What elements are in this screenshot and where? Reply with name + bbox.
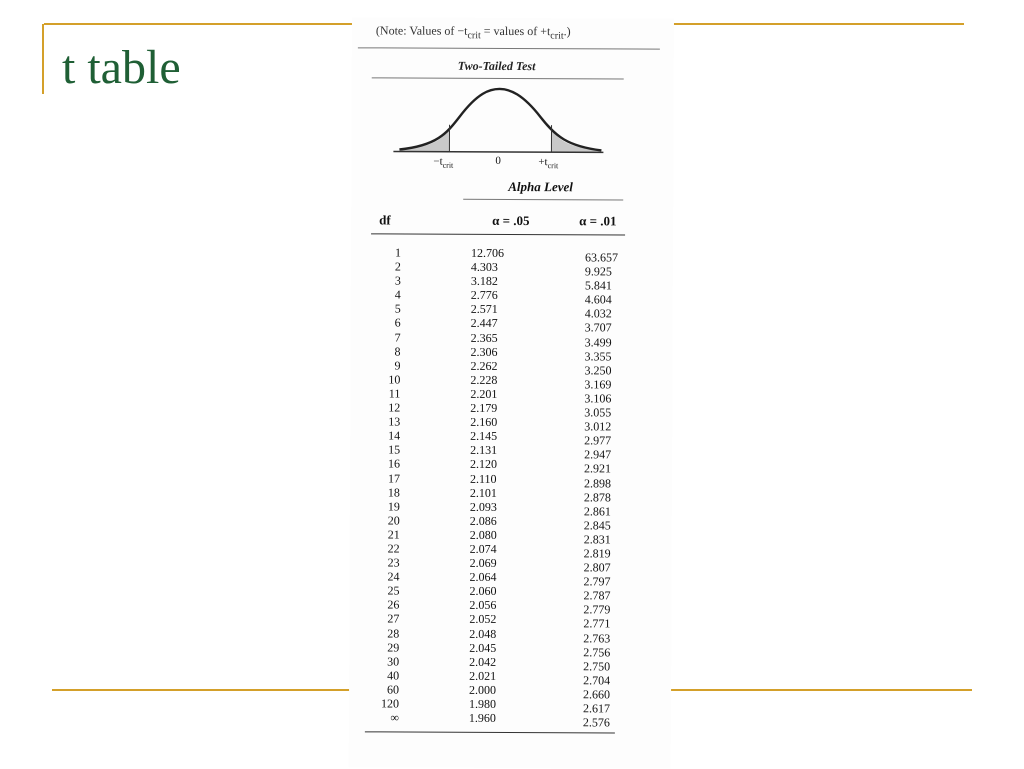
df-cell: 8 bbox=[395, 344, 401, 358]
alpha-05-cell: 2.120 bbox=[470, 457, 497, 471]
df-cell: 12 bbox=[388, 400, 400, 414]
alpha-01-cell: 2.704 bbox=[583, 673, 610, 687]
alpha-01-cell: 3.707 bbox=[585, 321, 612, 335]
alpha-01-cell: 2.763 bbox=[583, 631, 610, 645]
alpha-05-cell: 2.179 bbox=[470, 401, 497, 415]
alpha-01-cell: 3.355 bbox=[584, 349, 611, 363]
alpha-05-cell: 2.110 bbox=[470, 471, 497, 485]
alpha-01-cell: 2.898 bbox=[584, 476, 611, 490]
alpha-01-cell: 2.779 bbox=[583, 603, 610, 617]
alpha-01-cell: 63.657 bbox=[585, 250, 618, 264]
table-row bbox=[368, 471, 626, 486]
alpha-01-cell: 2.576 bbox=[583, 715, 610, 729]
df-cell: 21 bbox=[388, 527, 400, 541]
slide-title: t table bbox=[62, 44, 181, 92]
alpha-05-cell: 4.303 bbox=[471, 260, 498, 274]
table-row bbox=[369, 288, 627, 303]
table-row bbox=[368, 541, 626, 556]
df-cell: 30 bbox=[387, 654, 399, 668]
table-row bbox=[367, 626, 625, 641]
alpha-05-cell: 2.048 bbox=[469, 626, 496, 640]
note-text-end: .) bbox=[564, 24, 571, 38]
table-row bbox=[367, 640, 625, 655]
df-cell: 26 bbox=[387, 598, 399, 612]
zero-label: 0 bbox=[495, 155, 501, 167]
t-values-table-body bbox=[367, 245, 627, 725]
table-row bbox=[367, 696, 625, 711]
alpha-01-cell: 4.604 bbox=[585, 293, 612, 307]
alpha-05-cell: 2.064 bbox=[470, 570, 497, 584]
table-row bbox=[369, 259, 627, 274]
df-cell: 23 bbox=[388, 556, 400, 570]
note-rule bbox=[358, 47, 660, 49]
alpha-01-cell: 3.250 bbox=[584, 363, 611, 377]
alpha-01-cell: 3.055 bbox=[584, 405, 611, 419]
note-sub-1: crit bbox=[467, 30, 480, 41]
table-row bbox=[369, 302, 627, 317]
alpha-01-cell: 2.617 bbox=[583, 701, 610, 715]
baseline bbox=[393, 151, 603, 152]
df-cell: 18 bbox=[388, 485, 400, 499]
table-row bbox=[368, 386, 626, 401]
alpha-01-cell: 2.771 bbox=[583, 617, 610, 631]
alpha-01-cell: 5.841 bbox=[585, 279, 612, 293]
table-row bbox=[368, 485, 626, 500]
note-text-middle: = values of +t bbox=[481, 24, 551, 38]
t-table-image bbox=[349, 17, 674, 768]
df-cell: 20 bbox=[388, 513, 400, 527]
df-cell: 6 bbox=[395, 316, 401, 330]
df-cell: 120 bbox=[381, 696, 399, 710]
alpha-05-cell: 2.160 bbox=[470, 415, 497, 429]
title-accent-bar bbox=[42, 24, 44, 94]
alpha-01-cell: 2.807 bbox=[584, 560, 611, 574]
df-cell: 29 bbox=[387, 640, 399, 654]
table-row bbox=[368, 443, 626, 458]
alpha-01-cell: 2.977 bbox=[584, 434, 611, 448]
alpha-01-cell: 4.032 bbox=[585, 307, 612, 321]
table-row bbox=[369, 316, 627, 331]
alpha-01-cell: 9.925 bbox=[585, 264, 612, 278]
table-row bbox=[368, 372, 626, 387]
alpha-05-cell: 2.447 bbox=[471, 316, 498, 330]
note-text-start: (Note: Values of −t bbox=[376, 23, 468, 37]
alpha-01-cell: 2.831 bbox=[584, 532, 611, 546]
df-cell: 60 bbox=[387, 682, 399, 696]
alpha-05-cell: 2.052 bbox=[469, 612, 496, 626]
alpha-05-cell: 2.306 bbox=[471, 344, 498, 358]
alpha-01-cell: 2.787 bbox=[583, 589, 610, 603]
table-note bbox=[376, 23, 571, 41]
alpha-05-cell: 2.074 bbox=[470, 542, 497, 556]
alpha-05-cell: 2.060 bbox=[469, 584, 496, 598]
alpha-01-cell: 2.947 bbox=[584, 448, 611, 462]
alpha-05-cell: 2.069 bbox=[470, 556, 497, 570]
alpha-05-cell: 2.101 bbox=[470, 485, 497, 499]
alpha-01-cell: 2.861 bbox=[584, 504, 611, 518]
df-cell: 11 bbox=[389, 386, 401, 400]
alpha-01-cell: 3.169 bbox=[584, 377, 611, 391]
table-row bbox=[369, 274, 627, 289]
df-cell: 22 bbox=[388, 541, 400, 555]
alpha-05-cell: 2.201 bbox=[470, 387, 497, 401]
table-row bbox=[368, 457, 626, 472]
alpha-01-cell: 2.756 bbox=[583, 645, 610, 659]
table-row bbox=[368, 414, 626, 429]
table-row bbox=[369, 344, 627, 359]
table-row bbox=[367, 668, 625, 683]
alpha-05-cell: 2.093 bbox=[470, 500, 497, 514]
df-cell: 24 bbox=[388, 570, 400, 584]
alpha-level-rule bbox=[463, 199, 623, 201]
table-row bbox=[367, 682, 625, 697]
test-title: Two-Tailed Test bbox=[458, 59, 536, 74]
alpha-05-cell: 2.000 bbox=[469, 683, 496, 697]
alpha-05-cell: 3.182 bbox=[471, 274, 498, 288]
alpha-05-cell: 2.262 bbox=[470, 359, 497, 373]
table-row bbox=[367, 654, 625, 669]
alpha-01-cell: 2.921 bbox=[584, 462, 611, 476]
df-cell: 14 bbox=[388, 429, 400, 443]
header-rule bbox=[371, 233, 625, 235]
alpha-05-cell: 2.021 bbox=[469, 669, 496, 683]
alpha-05-cell: 1.960 bbox=[469, 711, 496, 725]
df-column-header: df bbox=[379, 212, 391, 228]
alpha-level-heading: Alpha Level bbox=[508, 179, 573, 195]
alpha-01-cell: 3.012 bbox=[584, 419, 611, 433]
df-cell: 9 bbox=[394, 358, 400, 372]
alpha-01-cell: 2.797 bbox=[584, 574, 611, 588]
df-cell: 10 bbox=[388, 372, 400, 386]
normal-curve-diagram bbox=[391, 85, 621, 181]
alpha-05-cell: 2.228 bbox=[470, 373, 497, 387]
table-header bbox=[375, 212, 625, 231]
table-row bbox=[368, 400, 626, 415]
df-cell: 40 bbox=[387, 668, 399, 682]
df-cell: 19 bbox=[388, 499, 400, 513]
alpha-01-cell: 2.750 bbox=[583, 659, 610, 673]
table-row bbox=[367, 710, 625, 725]
table-row bbox=[368, 358, 626, 373]
df-cell: 28 bbox=[387, 626, 399, 640]
table-row bbox=[367, 598, 625, 613]
table-row bbox=[368, 499, 626, 514]
alpha-01-column-header: α = .01 bbox=[579, 213, 616, 229]
df-cell: 16 bbox=[388, 457, 400, 471]
df-cell: 25 bbox=[387, 584, 399, 598]
alpha-05-column-header: α = .05 bbox=[492, 213, 529, 229]
table-row bbox=[369, 245, 627, 260]
alpha-05-cell: 2.080 bbox=[470, 528, 497, 542]
alpha-05-cell: 1.980 bbox=[469, 697, 496, 711]
alpha-05-cell: 12.706 bbox=[471, 246, 504, 260]
alpha-01-cell: 3.499 bbox=[585, 335, 612, 349]
df-cell: 17 bbox=[388, 471, 400, 485]
alpha-05-cell: 2.131 bbox=[470, 443, 497, 457]
table-row bbox=[367, 584, 625, 599]
df-cell: ∞ bbox=[390, 711, 399, 725]
alpha-01-cell: 2.845 bbox=[584, 518, 611, 532]
table-row bbox=[368, 527, 626, 542]
alpha-01-cell: 2.660 bbox=[583, 687, 610, 701]
df-cell: 2 bbox=[395, 260, 401, 274]
df-cell: 7 bbox=[395, 330, 401, 344]
alpha-05-cell: 2.056 bbox=[469, 598, 496, 612]
table-row bbox=[368, 513, 626, 528]
table-row bbox=[367, 612, 625, 627]
df-cell: 4 bbox=[395, 288, 401, 302]
alpha-05-cell: 2.776 bbox=[471, 288, 498, 302]
alpha-01-cell: 2.878 bbox=[584, 490, 611, 504]
df-cell: 5 bbox=[395, 302, 401, 316]
alpha-01-cell: 2.819 bbox=[584, 546, 611, 560]
df-cell: 15 bbox=[388, 443, 400, 457]
alpha-05-cell: 2.365 bbox=[471, 330, 498, 344]
alpha-01-cell: 3.106 bbox=[584, 391, 611, 405]
alpha-05-cell: 2.145 bbox=[470, 429, 497, 443]
table-row bbox=[368, 429, 626, 444]
normal-curve bbox=[399, 89, 601, 151]
df-cell: 1 bbox=[395, 245, 401, 259]
alpha-05-cell: 2.086 bbox=[470, 514, 497, 528]
plus-critical-label: $+t_{crit}$ bbox=[538, 156, 559, 170]
df-cell: 13 bbox=[388, 415, 400, 429]
alpha-05-cell: 2.571 bbox=[471, 302, 498, 316]
table-row bbox=[368, 555, 626, 570]
alpha-05-cell: 2.045 bbox=[469, 640, 496, 654]
table-row bbox=[368, 570, 626, 585]
alpha-05-cell: 2.042 bbox=[469, 655, 496, 669]
minus-critical-label: $-t_{crit}$ bbox=[433, 156, 454, 170]
test-title-rule bbox=[372, 77, 624, 79]
table-bottom-rule bbox=[365, 731, 615, 733]
df-cell: 3 bbox=[395, 274, 401, 288]
table-row bbox=[369, 330, 627, 345]
df-cell: 27 bbox=[387, 612, 399, 626]
note-sub-2: crit bbox=[550, 31, 563, 42]
